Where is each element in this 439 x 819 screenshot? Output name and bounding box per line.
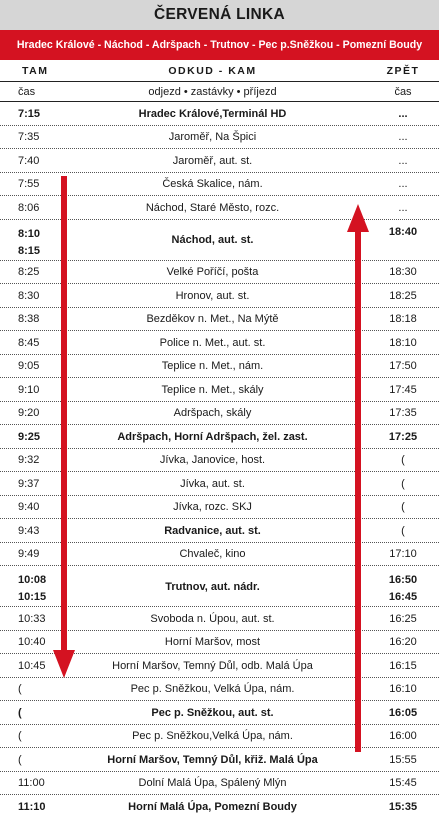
departure-time-zpet: 17:10 <box>389 548 417 561</box>
stop-name: Teplice n. Met., skály <box>161 383 264 396</box>
departure-time-tam: 9:25 <box>18 430 41 443</box>
stop-name: Náchod, Staré Město, rozc. <box>145 201 280 214</box>
departure-time-zpet <box>367 572 439 606</box>
departure-time-tam: 8:38 <box>18 313 40 326</box>
stop-name: Horní Maršov, Temný Důl, odb. Malá Úpa <box>112 659 313 672</box>
table-row <box>0 772 439 796</box>
departure-time-tam: 10:33 <box>18 612 46 625</box>
departure-time: 8:15 <box>18 244 41 257</box>
departure-time-tam: 9:49 <box>18 548 40 561</box>
stop-name: Hradec Králové,Terminál HD <box>138 107 287 120</box>
departure-time-tam: 9:37 <box>18 477 40 490</box>
departure-time-tam: 11:10 <box>18 800 46 813</box>
departure-time-tam: 8:30 <box>18 289 40 302</box>
departure-time-zpet: ... <box>398 178 408 191</box>
table-row <box>0 126 439 150</box>
departure-time-tam: 7:35 <box>18 131 40 144</box>
stop-name: Česká Skalice, nám. <box>162 178 263 191</box>
table-row <box>0 149 439 173</box>
stop-name: Dolní Malá Úpa, Spálený Mlýn <box>138 777 287 790</box>
departure-time-tam: 7:55 <box>18 178 40 191</box>
departure-time-zpet: 17:25 <box>388 430 418 443</box>
table-row <box>0 795 439 819</box>
departure-time-zpet: 16:15 <box>389 659 417 672</box>
stop-name: Hronov, aut. st. <box>175 289 250 302</box>
departure-time-tam: 8:06 <box>18 201 40 214</box>
stop-name: Náchod, aut. st. <box>171 234 254 246</box>
stop-name: Jívka, aut. st. <box>180 477 245 490</box>
column-header-tam: TAM <box>22 65 49 77</box>
stop-name: Bezděkov n. Met., Na Mýtě <box>146 313 279 326</box>
column-header-stops: ODKUD - KAM <box>168 65 257 77</box>
stop-name: Pec p. Sněžkou,Velká Úpa, nám. <box>132 730 293 743</box>
departure-time-zpet: ( <box>401 477 405 490</box>
subheader-zpet: čas <box>394 86 412 98</box>
subheader-stops: odjezd • zastávky • příjezd <box>148 86 277 98</box>
stop-name: Velké Poříčí, pošta <box>166 266 259 279</box>
arrival-time: 16:50 <box>388 574 418 586</box>
departure-time-tam: ( <box>18 683 22 696</box>
departure-time-tam: 9:10 <box>18 383 40 396</box>
arrival-time: 8:10 <box>18 227 41 240</box>
departure-time-zpet: 15:55 <box>389 753 417 766</box>
stop-name: Horní Maršov, most <box>164 636 261 649</box>
stop-name: Jaroměř, aut. st. <box>172 154 253 167</box>
stop-name: Chvaleč, kino <box>179 548 246 561</box>
departure-time-tam: 9:32 <box>18 454 40 467</box>
departure-time-zpet: ... <box>398 154 408 167</box>
departure-time-zpet: 18:18 <box>389 313 417 326</box>
stop-name: Jaroměř, Na Špici <box>168 131 257 144</box>
departure-time-tam: 9:20 <box>18 407 40 420</box>
departure-time-tam <box>0 572 58 606</box>
departure-time-zpet: ... <box>398 131 408 144</box>
departure-time-zpet: 17:35 <box>389 407 417 420</box>
departure-time-tam: ( <box>18 730 22 743</box>
departure-time: 16:45 <box>388 591 418 603</box>
departure-time-zpet: ... <box>398 201 408 214</box>
arrival-time: 10:08 <box>18 574 47 586</box>
departure-time-tam: 8:25 <box>18 266 40 279</box>
departure-time-tam: 7:40 <box>18 154 40 167</box>
departure-time-zpet: ( <box>401 454 405 467</box>
departure-time: 10:15 <box>18 591 47 603</box>
departure-time-tam: 9:05 <box>18 360 40 373</box>
subheader-tam: čas <box>18 86 36 98</box>
departure-time-zpet: 16:20 <box>389 636 417 649</box>
direction-up-arrow <box>347 204 369 752</box>
stop-name: Svoboda n. Úpou, aut. st. <box>150 612 275 625</box>
column-subheader-row <box>0 82 439 102</box>
departure-time-tam: 10:40 <box>18 636 46 649</box>
departure-time-zpet: ( <box>401 524 405 537</box>
table-row <box>0 701 439 725</box>
stop-name: Jívka, Janovice, host. <box>159 454 266 467</box>
column-header-row <box>0 60 439 82</box>
stop-name: Pec p. Sněžkou, aut. st. <box>151 706 274 719</box>
departure-time-zpet: 16:10 <box>389 683 417 696</box>
stop-name: Trutnov, aut. nádr. <box>165 580 260 593</box>
departure-time-zpet: 16:05 <box>388 706 418 719</box>
departure-time-tam: 11:00 <box>18 777 45 790</box>
table-row <box>0 678 439 702</box>
departure-time-tam: 9:40 <box>18 501 40 514</box>
departure-time-zpet: ( <box>401 501 405 514</box>
stop-name: Teplice n. Met., nám. <box>161 360 264 373</box>
departure-time-tam: 10:45 <box>18 659 46 672</box>
departure-time-zpet: 17:45 <box>389 383 417 396</box>
departure-time-tam: 9:43 <box>18 524 40 537</box>
departure-time-zpet: 18:40 <box>388 225 418 238</box>
column-header-zpet: ZPĚT <box>386 65 420 77</box>
departure-time-tam: ( <box>18 706 22 719</box>
table-row <box>0 725 439 749</box>
table-row <box>0 102 439 126</box>
stop-name: Horní Maršov, Temný Důl, křiž. Malá Úpa <box>107 753 318 766</box>
departure-time-zpet: 17:50 <box>389 360 417 373</box>
departure-time-zpet: 15:35 <box>388 800 418 813</box>
table-row <box>0 748 439 772</box>
departure-time-tam: 7:15 <box>18 107 41 120</box>
departure-time-tam <box>0 226 58 260</box>
stop-name: Jívka, rozc. SKJ <box>173 501 252 514</box>
departure-time-zpet: 18:25 <box>389 289 417 302</box>
departure-time-tam: ( <box>18 753 22 766</box>
stop-name: Pec p. Sněžkou, Velká Úpa, nám. <box>130 683 295 696</box>
departure-time-zpet: 18:10 <box>389 336 417 349</box>
departure-time-zpet: 16:25 <box>389 612 417 625</box>
route-banner: Hradec Králové - Náchod - Adršpach - Trutnov - Pec p.Sněžkou - Pomezní Boudy <box>0 30 439 60</box>
stop-name: Police n. Met., aut. st. <box>159 336 266 349</box>
stop-name: Adršpach, skály <box>173 407 252 420</box>
direction-down-arrow <box>53 176 75 678</box>
stop-name: Horní Malá Úpa, Pomezní Boudy <box>128 800 297 813</box>
stop-name: Adršpach, Horní Adršpach, žel. zast. <box>117 430 308 443</box>
page-title: ČERVENÁ LINKA <box>0 0 439 30</box>
departure-time-zpet: ... <box>398 107 408 120</box>
stop-name: Radvanice, aut. st. <box>164 524 261 537</box>
departure-time-zpet: 18:30 <box>389 266 417 279</box>
departure-time-tam: 8:45 <box>18 336 40 349</box>
departure-time-zpet: 16:00 <box>389 730 417 743</box>
departure-time-zpet: 15:45 <box>389 777 417 790</box>
